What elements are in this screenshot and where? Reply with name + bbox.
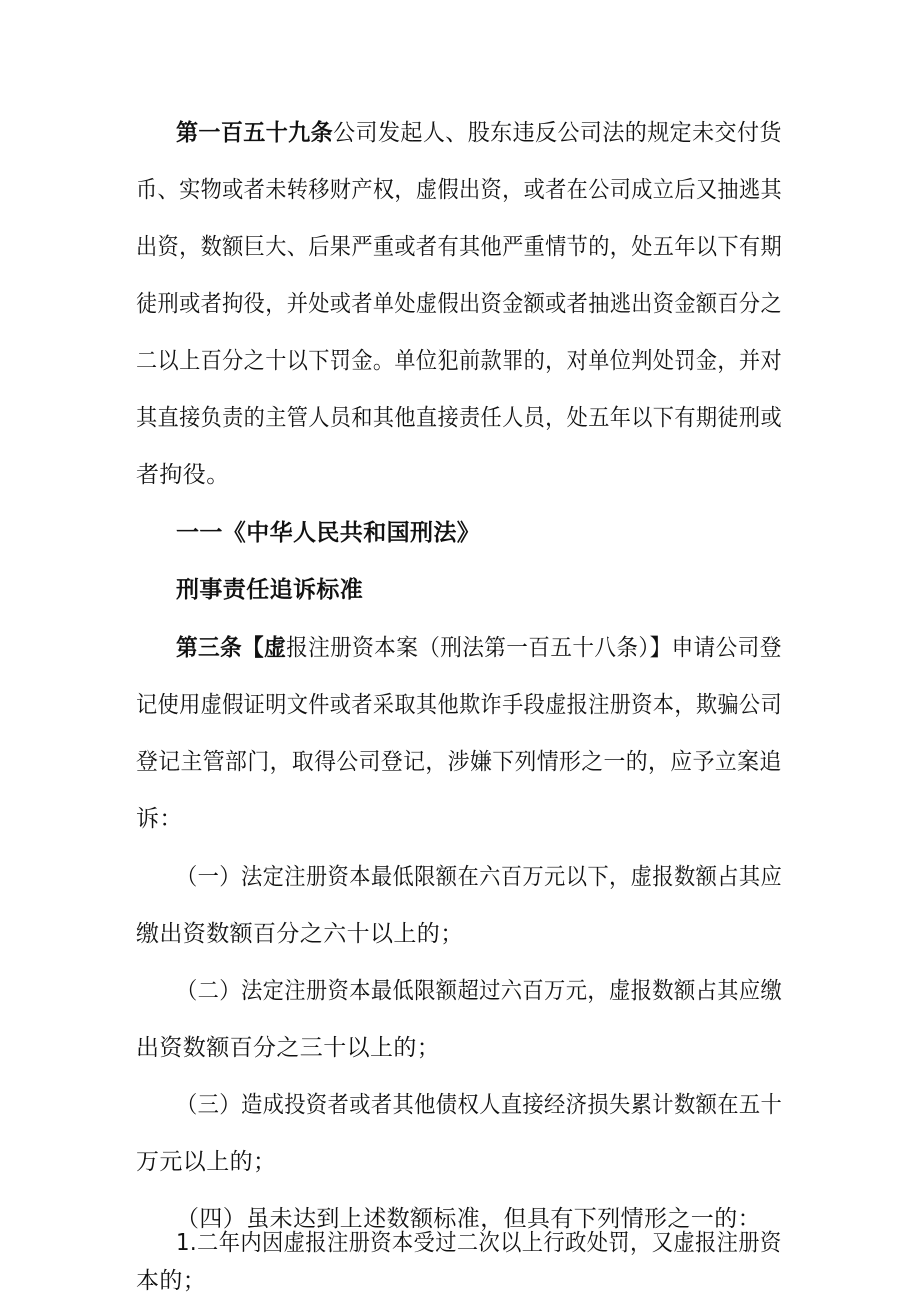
sub-item-1-text-1: .二年内因虚报注册资本受过二次以上行政处罚，又虚报注册资 — [189, 1230, 782, 1256]
item-2-line-2: 出资数额百分之三十以上的； — [136, 1035, 441, 1061]
item-2-line-1: （二）法定注册资本最低限额超过六百万元，虚报数额占其应缴 — [176, 978, 783, 1004]
item-4-line-1: （四）虽未达到上述数额标准，但具有下列情形之一的： — [176, 1206, 761, 1232]
item-3-line-1: （三）造成投资者或者其他债权人直接经济损失累计数额在五十 — [176, 1092, 783, 1118]
article-159-line-4: 徒刑或者拘役，并处或者单处虚假出资金额或者抽逃出资金额百分之 — [136, 291, 782, 317]
article-3-text-1: 报注册资本案（刑法第一百五十八条）】申请公司登 — [286, 635, 782, 661]
item-1-line-2: 缴出资数额百分之六十以上的； — [136, 921, 464, 947]
article-159-line-5: 二以上百分之十以下罚金。单位犯前款罪的，对单位判处罚金，并对 — [136, 348, 782, 374]
sub-item-1-line-2: 本的； — [136, 1268, 207, 1294]
sub-item-1-number: 1 — [176, 1230, 190, 1256]
article-3-line-2: 记使用虚假证明文件或者采取其他欺诈手段虚报注册资本，欺骗公司 — [136, 692, 782, 718]
article-159-label: 第一百五十九条 — [176, 120, 334, 146]
item-3-line-2: 万元以上的； — [136, 1149, 277, 1175]
sub-item-1-line-1 — [176, 1227, 782, 1259]
section-title: 刑事责任追诉标准 — [176, 577, 364, 603]
article-3-label: 第三条【虚 — [176, 635, 287, 661]
article-159-text-1: 公司发起人、股东违反公司法的规定未交付货 — [333, 120, 782, 146]
article-159-line-1 — [176, 117, 782, 149]
article-3-line-1 — [176, 632, 782, 664]
article-159-line-2: 币、实物或者未转移财产权，虚假出资，或者在公司成立后又抽逃其 — [136, 177, 782, 203]
article-159-line-7: 者拘役。 — [136, 462, 230, 488]
item-1-line-1: （一）法定注册资本最低限额在六百万元以下，虚报数额占其应 — [176, 864, 783, 890]
source-citation: 一一《中华人民共和国刑法》 — [176, 520, 481, 546]
article-159-line-6: 其直接负责的主管人员和其他直接责任人员，处五年以下有期徒刑或 — [136, 405, 782, 431]
article-159-line-3: 出资，数额巨大、后果严重或者有其他严重情节的，处五年以下有期 — [136, 234, 782, 260]
article-3-line-4: 诉： — [136, 806, 183, 832]
article-3-line-3: 登记主管部门，取得公司登记，涉嫌下列情形之一的，应予立案追 — [136, 749, 782, 775]
